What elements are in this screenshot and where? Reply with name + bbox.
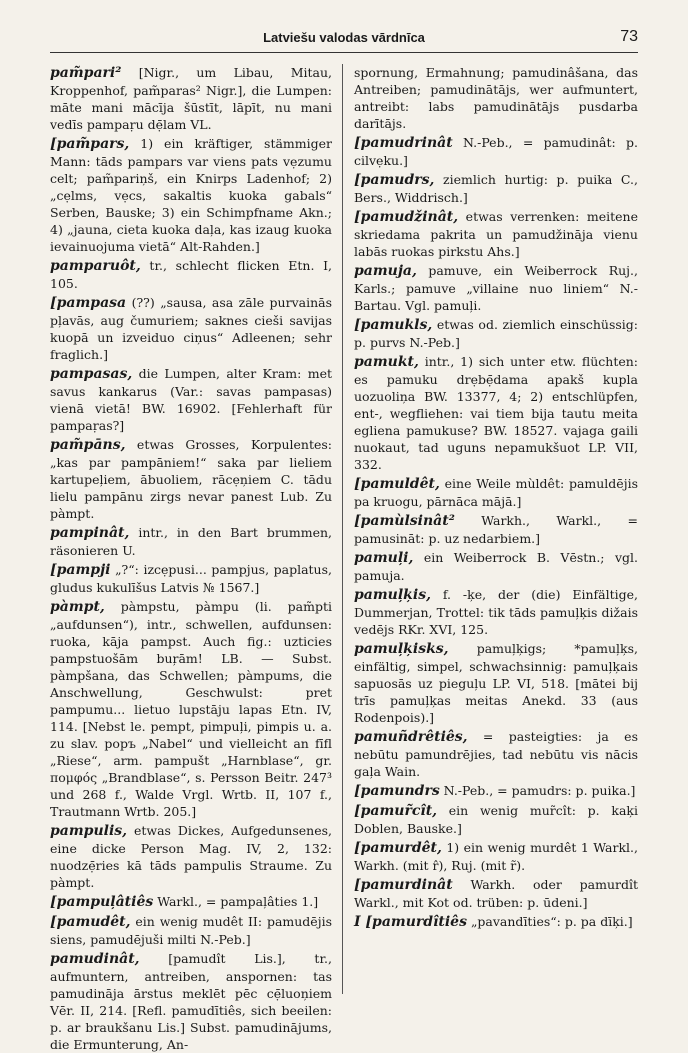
entry-text: ziemlich hurtig: p. puika C., Bers., Widdrisch.]	[354, 172, 638, 205]
dictionary-entry	[354, 640, 638, 726]
dictionary-entry	[50, 561, 332, 596]
entry-text: tr., schlecht flicken Etn. I, 105.	[50, 258, 332, 291]
entry-headword: [pamurdinât	[354, 877, 453, 893]
dictionary-entry	[354, 913, 638, 931]
entry-text: f. -ķe, der (die) Einfältige, Dummerjan, Trottel: tik tāds pamuļķis dižais vedējs RKr. XVI, 125.	[354, 587, 638, 637]
entry-text: pàmpstu, pàmpu (li. pam̃pti „aufdunsen“), intr., schwellen, aufdunsen: ruoka, kāja pampst. Auch fig.: uzticies pampstuošām buŗām! LB. — Subst. pàmpšana, das Schwellen; pàmpums, die Anschwellung, Geschwulst: pret pampumu... lietuo lupstāju lapas Etn. IV, 114. [Nebst le. pempt, pimpuļi, pimpis u. a. zu slav. popъ „Nabel“ und vielleicht an fīfl „Riese“, arm. pampušt „Harnblase“, gr. πομφός „Brandblase“, s. Persson Beitr. 247³ und 268 f., Walde Vrgl. Wrtb. II, 107 f., Trautmann Wrtb. 205.]	[50, 599, 332, 819]
dictionary-entry	[354, 802, 638, 837]
dictionary-entry	[354, 64, 638, 132]
entry-text: Warkl., = pampaļâties 1.]	[153, 894, 319, 909]
entry-headword: [pamurdêt,	[354, 840, 442, 856]
entry-text: etwas Grosses, Korpulentes: „kas par pampāniem!“ saka par lieliem kartupeļiem, ābuoliem, rācẹņiem C. tādu lielu pampānu zirgs nevar panest Lub. Zu pàmpt.	[50, 437, 332, 521]
entry-text: intr., 1) sich unter etw. flüchten: es pamuku drẹbẹ̄dama apakš kupla uozuoliņa BW. 13377, 4; 2) entschlüpfen, ent-, wegfliehen: vai tiem bija tautu meita egliena pamukuse? BW. 18527. vajaga gaili nuokaut, tad uguns nepamukšuot LP. VII, 332.	[354, 354, 638, 472]
entry-headword: pampulis,	[50, 823, 128, 839]
entry-text: etwas od. ziemlich einschüssig: p. purvs N.-Peb.]	[354, 317, 638, 350]
dictionary-entry	[354, 316, 638, 351]
dictionary-entry	[354, 549, 638, 584]
entry-text: spornung, Ermahnung; pamudinâšana, das Antreiben; pamudinātājs, wer aufmuntert, antreibt: labs pamudinātājs pusdarba darītājs.	[354, 65, 638, 131]
dictionary-entry	[354, 353, 638, 473]
entry-headword: pam̃pari²	[50, 65, 122, 81]
left-column	[50, 64, 332, 1052]
page-header	[50, 30, 638, 53]
dictionary-entry	[354, 876, 638, 911]
dictionary-entry	[50, 64, 332, 133]
entry-text: ein Weiberrock B. Vēstn.; vgl. pamuja.	[354, 550, 638, 583]
dictionary-entry	[50, 365, 332, 434]
entry-headword: pampinât,	[50, 525, 130, 541]
dictionary-entry	[354, 728, 638, 780]
entry-text: N.-Peb., = pamudinât: p. cilvẹku.]	[354, 135, 638, 168]
entry-headword: I [pamurdîtiês	[354, 914, 467, 930]
entry-text: pamuļķigs; *pamuļķs, einfältig, simpel, schwachsinnig: pamuļķais sapuosās uz pieguļu LP. VI, 518. [mātei bij trīs pamuļķas meitas Anekd. 33 (aus Rodenpois).]	[354, 641, 638, 725]
dictionary-entry	[50, 524, 332, 559]
entry-text: Warkh., Warkl., = pamusināt: p. uz nedarbiem.]	[354, 513, 638, 546]
right-column	[354, 64, 638, 994]
column-divider	[342, 64, 343, 994]
dictionary-entry	[50, 598, 332, 820]
entry-text: pamuve, ein Weiberrock Ruj., Karls.; pamuve „villaine nuo liniem“ N.-Bartau. Vgl. pamuļi.	[354, 263, 638, 313]
page-title: Latviešu valodas vārdnīca	[263, 30, 425, 45]
dictionary-entry	[354, 475, 638, 510]
entry-headword: pamuļķisks,	[354, 641, 449, 657]
dictionary-entry	[354, 262, 638, 314]
entry-text: [Nigr., um Libau, Mitau, Kroppenhof, pam̃paras² Nigr.], die Lumpen: māte mani mācīja šūstīt, lāpīt, nu mani vedīs pampaṛu dẹ̄lam VL.	[50, 65, 332, 132]
entry-headword: [pam̃pars,	[50, 136, 130, 152]
entry-headword: pamukt,	[354, 354, 419, 370]
entry-text: Warkh. oder pamurdît Warkl., mit Kot od. trüben: p. ūdeni.]	[354, 877, 638, 910]
entry-text: eine Weile mùldêt: pamuldējis pa kruogu, pārnāca mājā.]	[354, 476, 638, 509]
dictionary-entry	[50, 822, 332, 891]
dictionary-entry	[50, 135, 332, 255]
dictionary-entry	[50, 893, 332, 911]
entry-text: ein wenig mur̃cît: p. kaķi Doblen, Bauske.]	[354, 803, 638, 836]
dictionary-entry	[50, 950, 332, 1053]
entry-text: intr., in den Bart brummen, räsonieren U.	[50, 525, 332, 558]
dictionary-entry	[50, 257, 332, 292]
dictionary-entry	[50, 436, 332, 522]
entry-headword: pamuja,	[354, 263, 417, 279]
entry-text: „pavandīties“: p. pa dīķi.]	[466, 914, 633, 929]
entry-text: die Lumpen, alter Kram: met savus kankarus (Var.: savas pampasas) vienā vietā! BW. 16902. [Fehlerhaft für pampaṛas?]	[50, 366, 332, 433]
entry-headword: [pamudrinât	[354, 135, 453, 151]
dictionary-entry	[354, 586, 638, 638]
entry-text: 1) ein kräftiger, stämmiger Mann: tāds pampars var viens pats vẹzumu celt; pam̃pariņš, ein Knirps Ladenhof; 2) „cẹlms, vẹcs, sakaltis kuoka gabals“ Serben, Bauske; 3) ein Schimpfname Akn.; 4) „jauna, cieta kuoka daļa, kas izaug kuoka ievainuojuma vietā“ Alt-Rahden.]	[50, 136, 332, 254]
entry-headword: pam̃pāns,	[50, 437, 126, 453]
entry-headword: pàmpt,	[50, 599, 105, 615]
entry-headword: [pamudêt,	[50, 914, 131, 930]
entry-headword: [pamur̃cît,	[354, 803, 438, 819]
entry-headword: [pamudrs,	[354, 172, 435, 188]
dictionary-entry	[354, 134, 638, 169]
entry-headword: pamudinât,	[50, 951, 140, 967]
entry-headword: pamparuôt,	[50, 258, 141, 274]
entry-headword: pamuñdrêtiês,	[354, 729, 468, 745]
entry-text: etwas verrenken: meitene skriedama pakrita un pamudžināja vienu labās ruokas pirkstu Ahs.]	[354, 209, 638, 259]
entry-text: ein wenig mudêt II: pamudējis siens, pamudējuši milti N.-Peb.]	[50, 914, 332, 947]
entry-headword: [pampuļâtiês	[50, 894, 154, 910]
dictionary-entry	[50, 913, 332, 948]
entry-text: = pasteigties: ja es nebūtu pamundrējies, tad nebūtu vis nācis gaļa Wain.	[354, 729, 638, 779]
entry-headword: [pamukls,	[354, 317, 433, 333]
entry-headword: [pamundrs	[354, 783, 440, 799]
dictionary-entry	[354, 839, 638, 874]
entry-text: N.-Peb., = pamudrs: p. puika.]	[439, 783, 636, 798]
entry-text: (??) „sausa, asa zāle purvainās pļavās, aug čumuriem; saknes cieši savijas kuopā un izveiduo ciņus“ Adleenen; sehr fraglich.]	[50, 295, 332, 362]
entry-text: 1) ein wenig murdêt 1 Warkl., Warkh. (mit r̂), Ruj. (mit r̃).	[354, 840, 638, 873]
dictionary-entry	[50, 294, 332, 363]
entry-text: „?“: izcẹpusi... pampjus, paplatus, gludus kukulīšus Latvis № 1567.]	[50, 562, 332, 595]
dictionary-entry	[354, 512, 638, 547]
entry-text: etwas Dickes, Aufgedunsenes, eine dicke Person Mag. IV, 2, 132: nuodzẹ̄ries kā tāds pampulis Straume. Zu pàmpt.	[50, 823, 332, 890]
dictionary-entry	[354, 208, 638, 260]
entry-headword: [pamuldêt,	[354, 476, 440, 492]
entry-headword: [pampasa	[50, 295, 127, 311]
entry-headword: [pamùlsinât²	[354, 513, 455, 529]
entry-headword: [pampji	[50, 562, 111, 578]
entry-headword: pamuļi,	[354, 550, 414, 566]
entry-headword: [pamudžinât,	[354, 209, 459, 225]
entry-headword: pampasas,	[50, 366, 133, 382]
entry-headword: pamuļķis,	[354, 587, 431, 603]
entry-text: [pamudît Lis.], tr., aufmuntern, antreiben, anspornen: tas pamudināja ārstus meklēt pēc cẹ̄luoņiem Vēr. II, 214. [Refl. pamudītiês, sich beeilen: p. ar braukšanu Lis.] Subst. pamudinājums, die Ermunterung, An-	[50, 951, 332, 1052]
dictionary-entry	[354, 782, 638, 800]
page-number: 73	[620, 28, 638, 45]
dictionary-entry	[354, 171, 638, 206]
